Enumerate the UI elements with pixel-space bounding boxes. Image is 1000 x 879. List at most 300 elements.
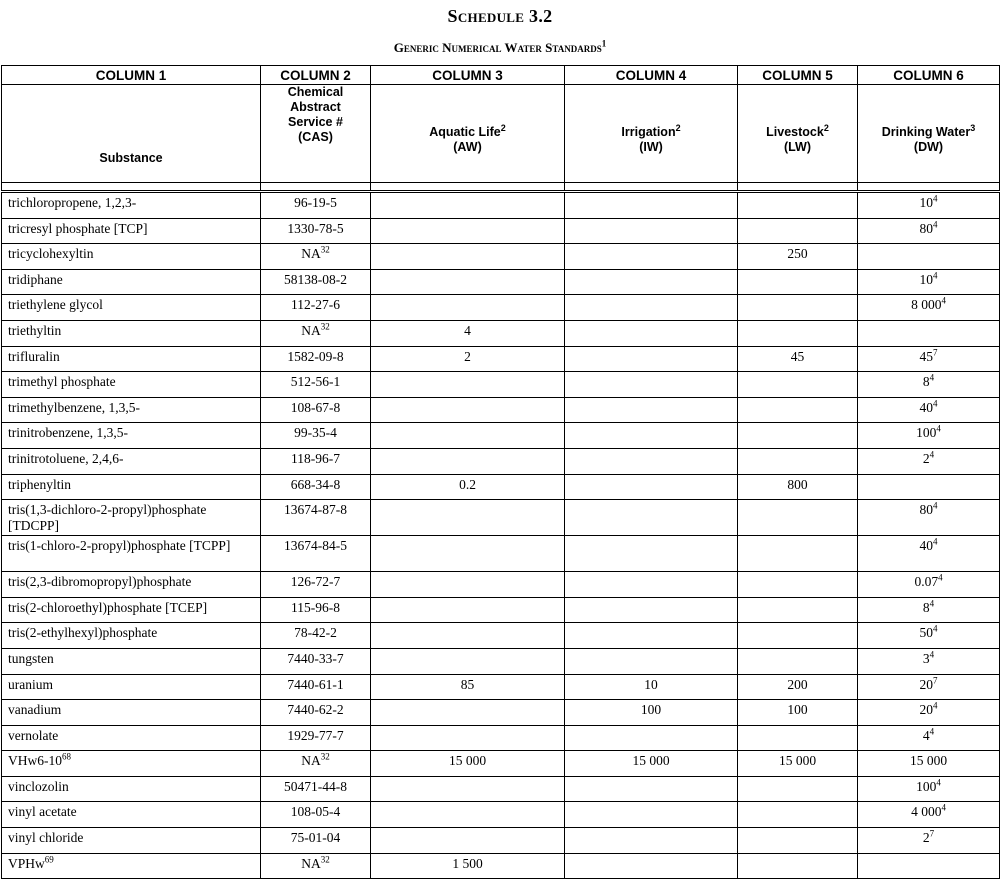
livestock-cell xyxy=(738,776,858,802)
cas-cell xyxy=(261,474,371,500)
cas-cell-value: 1582-09-8 xyxy=(287,348,344,364)
cas-cell-value: 115-96-8 xyxy=(291,599,340,615)
table-row xyxy=(2,674,1000,700)
irrigation-cell xyxy=(565,372,738,398)
substance-cell-value: trimethylbenzene, 1,3,5- xyxy=(8,399,140,415)
substance-cell xyxy=(2,218,261,244)
table-row xyxy=(2,320,1000,346)
cas-cell-value: 50471-44-8 xyxy=(284,778,347,794)
irrigation-cell xyxy=(565,500,738,536)
livestock-cell xyxy=(738,372,858,398)
drinking-water-cell-value: 8 000 xyxy=(911,297,942,313)
irrigation-cell xyxy=(565,828,738,854)
irrigation-cell xyxy=(565,776,738,802)
cas-cell xyxy=(261,372,371,398)
substance-cell xyxy=(2,751,261,777)
irrigation-cell xyxy=(565,218,738,244)
footnote-ref: 4 xyxy=(933,536,938,547)
column-4-header: COLUMN 4 xyxy=(565,66,738,85)
column-3-header: COLUMN 3 xyxy=(371,66,565,85)
schedule-title: Schedule 3.2 xyxy=(447,6,553,26)
substance-cell xyxy=(2,648,261,674)
substance-cell-value: tris(2-chloroethyl)phosphate [TCEP] xyxy=(8,599,208,615)
livestock-cell-value: 200 xyxy=(787,676,808,692)
footnote-ref: 7 xyxy=(933,347,938,358)
livestock-cell xyxy=(738,218,858,244)
drinking-water-cell xyxy=(858,536,1000,572)
drinking-water-cell xyxy=(858,192,1000,219)
substance-cell-value: trinitrotoluene, 2,4,6- xyxy=(8,450,124,466)
table-row xyxy=(2,700,1000,726)
drinking-water-cell-value: 80 xyxy=(919,502,933,518)
livestock-cell xyxy=(738,346,858,372)
drinking-water-cell xyxy=(858,674,1000,700)
livestock-cell xyxy=(738,192,858,219)
aquatic-life-cell xyxy=(371,500,565,536)
drinking-water-cell-value: 3 xyxy=(922,650,930,666)
substance-cell xyxy=(2,346,261,372)
substance-cell xyxy=(2,725,261,751)
irrigation-cell xyxy=(565,674,738,700)
aquatic-life-cell-value: 2 xyxy=(464,348,471,364)
drinking-water-cell xyxy=(858,295,1000,321)
cas-cell-value: 99-35-4 xyxy=(294,425,337,441)
table-row xyxy=(2,500,1000,536)
footnote-ref: 4 xyxy=(938,572,943,583)
livestock-cell xyxy=(738,500,858,536)
drinking-water-cell xyxy=(858,244,1000,270)
substance-cell xyxy=(2,853,261,879)
substance-cell xyxy=(2,700,261,726)
drinking-water-cell xyxy=(858,700,1000,726)
drinking-water-cell-value: 10 xyxy=(919,271,933,287)
livestock-cell xyxy=(738,597,858,623)
drinking-water-cell-value: 4 000 xyxy=(911,804,942,820)
irrigation-cell xyxy=(565,725,738,751)
livestock-cell xyxy=(738,828,858,854)
footnote-ref: 4 xyxy=(936,777,941,788)
substance-cell xyxy=(2,474,261,500)
drinking-water-cell-value: 8 xyxy=(922,374,930,390)
irrigation-cell xyxy=(565,397,738,423)
livestock-cell-value: 250 xyxy=(787,246,808,262)
aquatic-life-cell-value: 0.2 xyxy=(459,476,476,492)
cas-cell xyxy=(261,192,371,219)
aquatic-life-abbr: (AW) xyxy=(453,139,482,154)
cas-cell xyxy=(261,295,371,321)
aquatic-life-cell xyxy=(371,776,565,802)
aquatic-life-cell xyxy=(371,648,565,674)
cas-cell xyxy=(261,320,371,346)
cas-header-line: (CAS) xyxy=(298,130,333,144)
cas-cell-value: 108-05-4 xyxy=(290,804,341,820)
drinking-water-cell xyxy=(858,500,1000,536)
substance-cell xyxy=(2,536,261,572)
substance-cell-value: tricresyl phosphate [TCP] xyxy=(8,220,148,236)
table-row xyxy=(2,269,1000,295)
column-2-header: COLUMN 2 xyxy=(261,66,371,85)
cas-header-line: Chemical xyxy=(287,85,344,99)
table-row xyxy=(2,372,1000,398)
cas-cell-value: 118-96-7 xyxy=(291,450,340,466)
substance-cell-value: tridiphane xyxy=(8,271,63,287)
drinking-water-cell xyxy=(858,751,1000,777)
substance-cell-value: vinyl acetate xyxy=(8,804,77,820)
cas-cell-value: 78-42-2 xyxy=(294,625,337,641)
livestock-cell xyxy=(738,572,858,598)
cas-cell xyxy=(261,597,371,623)
drinking-water-cell xyxy=(858,474,1000,500)
aquatic-life-cell xyxy=(371,269,565,295)
footnote-ref: 4 xyxy=(933,193,938,204)
substance-cell xyxy=(2,597,261,623)
cas-cell-value: 108-67-8 xyxy=(290,399,341,415)
column-description-row xyxy=(2,85,1000,183)
livestock-cell xyxy=(738,751,858,777)
footnote-ref: 4 xyxy=(941,295,946,306)
drinking-water-cell-value: 0.07 xyxy=(914,574,939,590)
footnote-ref: 4 xyxy=(933,219,938,230)
irrigation-cell xyxy=(565,244,738,270)
cas-cell-value: 7440-33-7 xyxy=(287,650,344,666)
aquatic-life-cell xyxy=(371,244,565,270)
livestock-cell xyxy=(738,423,858,449)
substance-rows xyxy=(2,192,1000,879)
aquatic-life-cell xyxy=(371,536,565,572)
aquatic-life-cell-value: 1 500 xyxy=(452,855,483,871)
drinking-water-cell xyxy=(858,372,1000,398)
drinking-water-header xyxy=(858,85,1000,183)
table-row xyxy=(2,218,1000,244)
irrigation-cell xyxy=(565,295,738,321)
drinking-water-cell xyxy=(858,597,1000,623)
substance-cell-value: trimethyl phosphate xyxy=(8,374,116,390)
footnote-ref: 4 xyxy=(929,649,935,660)
drinking-water-footnote: 3 xyxy=(970,122,976,133)
substance-cell xyxy=(2,776,261,802)
footnote-ref: 4 xyxy=(933,700,938,711)
aquatic-life-cell xyxy=(371,828,565,854)
substance-cell-value: vanadium xyxy=(8,702,62,718)
livestock-cell xyxy=(738,244,858,270)
drinking-water-cell-value: 40 xyxy=(919,538,933,554)
substance-cell xyxy=(2,244,261,270)
irrigation-header xyxy=(565,85,738,183)
cas-cell-value: NA xyxy=(301,322,321,338)
table-row xyxy=(2,572,1000,598)
table-row xyxy=(2,346,1000,372)
cas-cell xyxy=(261,572,371,598)
table-row xyxy=(2,244,1000,270)
aquatic-life-cell xyxy=(371,623,565,649)
irrigation-cell xyxy=(565,751,738,777)
substance-cell xyxy=(2,572,261,598)
footnote-ref: 4 xyxy=(933,500,938,511)
cas-cell xyxy=(261,536,371,572)
aquatic-life-cell xyxy=(371,725,565,751)
drinking-water-cell-value: 8 xyxy=(922,599,930,615)
water-standards-table xyxy=(1,65,1000,879)
aquatic-life-cell xyxy=(371,751,565,777)
cas-cell xyxy=(261,218,371,244)
irrigation-cell xyxy=(565,192,738,219)
cas-cell-value: 512-56-1 xyxy=(290,374,341,390)
cas-cell-value: 13674-87-8 xyxy=(284,502,347,518)
aquatic-life-cell xyxy=(371,397,565,423)
cas-cell xyxy=(261,674,371,700)
substance-cell-value: vinyl chloride xyxy=(8,830,84,846)
aquatic-life-cell xyxy=(371,372,565,398)
drinking-water-cell-value: 100 xyxy=(916,425,937,441)
aquatic-life-cell-value: 15 000 xyxy=(448,753,487,769)
drinking-water-cell-value: 80 xyxy=(919,220,933,236)
cas-cell xyxy=(261,751,371,777)
subtitle-footnote: 1 xyxy=(601,38,607,49)
cas-cell-value: 75-01-04 xyxy=(290,830,341,846)
drinking-water-cell xyxy=(858,397,1000,423)
footnote-ref: 32 xyxy=(320,854,330,865)
footnote-ref: 4 xyxy=(929,372,935,383)
footnote-ref: 7 xyxy=(929,828,935,839)
drinking-water-cell xyxy=(858,218,1000,244)
table-row xyxy=(2,828,1000,854)
livestock-cell xyxy=(738,674,858,700)
footnote-ref: 4 xyxy=(936,423,941,434)
drinking-water-cell-value: 4 xyxy=(922,727,930,743)
livestock-cell xyxy=(738,295,858,321)
cas-cell-value: 668-34-8 xyxy=(290,476,341,492)
aquatic-life-cell xyxy=(371,346,565,372)
aquatic-life-cell-value: 4 xyxy=(464,322,471,338)
header-separator xyxy=(2,183,1000,192)
cas-cell-value: NA xyxy=(301,246,321,262)
livestock-cell xyxy=(738,448,858,474)
cas-cell xyxy=(261,776,371,802)
irrigation-cell xyxy=(565,474,738,500)
drinking-water-cell-value: 40 xyxy=(919,399,933,415)
drinking-water-cell-value: 20 xyxy=(919,676,933,692)
substance-header: Substance xyxy=(2,85,261,183)
substance-cell xyxy=(2,623,261,649)
irrigation-cell xyxy=(565,320,738,346)
table-subtitle xyxy=(0,40,1000,56)
table-row xyxy=(2,853,1000,879)
substance-cell xyxy=(2,295,261,321)
subtitle-text: Generic Numerical Water Standards xyxy=(393,40,602,55)
drinking-water-cell xyxy=(858,269,1000,295)
substance-cell-value: tricyclohexyltin xyxy=(8,246,94,262)
cas-cell-value: NA xyxy=(301,855,321,871)
aquatic-life-cell xyxy=(371,192,565,219)
livestock-cell xyxy=(738,648,858,674)
substance-cell xyxy=(2,500,261,536)
livestock-cell-value: 15 000 xyxy=(778,753,817,769)
substance-cell xyxy=(2,674,261,700)
substance-cell xyxy=(2,423,261,449)
drinking-water-cell xyxy=(858,572,1000,598)
drinking-water-cell-value: 2 xyxy=(922,830,930,846)
table-row xyxy=(2,423,1000,449)
irrigation-cell xyxy=(565,269,738,295)
drinking-water-cell xyxy=(858,648,1000,674)
footnote-ref: 68 xyxy=(62,751,71,762)
cas-cell-value: 1929-77-7 xyxy=(287,727,344,743)
substance-cell-value: trichloropropene, 1,2,3- xyxy=(8,195,137,210)
footnote-ref: 32 xyxy=(320,321,330,332)
table-row xyxy=(2,474,1000,500)
substance-cell-value: triethyltin xyxy=(8,322,62,338)
cas-cell-value: 13674-84-5 xyxy=(284,538,347,554)
column-6-header: COLUMN 6 xyxy=(858,66,1000,85)
substance-cell-value: trinitrobenzene, 1,3,5- xyxy=(8,425,128,441)
livestock-cell xyxy=(738,269,858,295)
substance-cell-value: vinclozolin xyxy=(8,778,69,794)
table-row xyxy=(2,295,1000,321)
substance-cell xyxy=(2,448,261,474)
column-number-row xyxy=(2,66,1000,85)
cas-cell xyxy=(261,244,371,270)
substance-cell xyxy=(2,269,261,295)
irrigation-cell xyxy=(565,700,738,726)
cas-cell xyxy=(261,700,371,726)
substance-cell xyxy=(2,320,261,346)
livestock-footnote: 2 xyxy=(823,122,829,133)
substance-cell xyxy=(2,372,261,398)
substance-cell-value: triethylene glycol xyxy=(8,297,103,313)
aquatic-life-cell xyxy=(371,423,565,449)
cas-cell xyxy=(261,500,371,536)
drinking-water-cell xyxy=(858,346,1000,372)
irrigation-cell-value: 15 000 xyxy=(632,753,670,769)
footnote-ref: 4 xyxy=(929,726,935,737)
substance-cell xyxy=(2,828,261,854)
cas-cell xyxy=(261,623,371,649)
footnote-ref: 4 xyxy=(933,270,938,281)
drinking-water-cell xyxy=(858,725,1000,751)
footnote-ref: 32 xyxy=(320,244,330,255)
cas-cell xyxy=(261,397,371,423)
drinking-water-cell-value: 2 xyxy=(922,450,930,466)
substance-cell-value: tris(2-ethylhexyl)phosphate xyxy=(8,625,158,641)
aquatic-life-cell xyxy=(371,853,565,879)
cas-cell-value: 112-27-6 xyxy=(291,297,340,313)
footnote-ref: 32 xyxy=(320,751,330,762)
irrigation-cell xyxy=(565,623,738,649)
aquatic-life-header xyxy=(371,85,565,183)
substance-cell-value: triphenyltin xyxy=(8,476,71,492)
footnote-ref: 4 xyxy=(933,398,938,409)
irrigation-cell xyxy=(565,572,738,598)
footnote-ref: 7 xyxy=(933,675,938,685)
table-row xyxy=(2,751,1000,777)
drinking-water-cell-value: 50 xyxy=(919,625,933,641)
livestock-cell xyxy=(738,623,858,649)
drinking-water-cell-value: 45 xyxy=(919,348,933,364)
cas-cell-value: 58138-08-2 xyxy=(284,271,347,287)
irrigation-cell xyxy=(565,448,738,474)
irrigation-cell-value: 100 xyxy=(640,702,662,718)
livestock-cell xyxy=(738,536,858,572)
footnote-ref: 4 xyxy=(941,802,946,813)
irrigation-cell xyxy=(565,423,738,449)
livestock-header xyxy=(738,85,858,183)
livestock-cell xyxy=(738,700,858,726)
livestock-cell-value: 100 xyxy=(787,702,808,718)
irrigation-footnote: 2 xyxy=(675,122,681,133)
substance-cell-value: vernolate xyxy=(8,727,59,743)
drinking-water-cell xyxy=(858,423,1000,449)
substance-cell-value: tungsten xyxy=(8,650,54,666)
footnote-ref: 4 xyxy=(929,598,935,609)
aquatic-life-cell xyxy=(371,320,565,346)
aquatic-life-cell xyxy=(371,700,565,726)
cas-cell xyxy=(261,853,371,879)
drinking-water-cell xyxy=(858,448,1000,474)
aquatic-life-cell xyxy=(371,597,565,623)
livestock-cell-value: 45 xyxy=(790,348,805,364)
table-row xyxy=(2,597,1000,623)
livestock-label: Livestock xyxy=(766,124,824,139)
substance-cell-value: tris(1,3-dichloro-2-propyl)phosphate [TDCPP] xyxy=(8,502,207,534)
livestock-cell xyxy=(738,397,858,423)
table-row xyxy=(2,448,1000,474)
drinking-water-cell xyxy=(858,828,1000,854)
livestock-cell xyxy=(738,320,858,346)
table-row xyxy=(2,192,1000,219)
footnote-ref: 4 xyxy=(929,449,935,460)
substance-cell-value: VHw6-10 xyxy=(8,753,62,769)
table-row xyxy=(2,776,1000,802)
cas-header xyxy=(261,85,371,183)
drinking-water-cell xyxy=(858,853,1000,879)
cas-cell-value: 96-19-5 xyxy=(294,195,337,210)
irrigation-label: Irrigation xyxy=(621,124,676,139)
cas-cell-value: 7440-61-1 xyxy=(287,676,344,692)
cas-cell xyxy=(261,648,371,674)
irrigation-cell xyxy=(565,536,738,572)
livestock-cell xyxy=(738,853,858,879)
substance-cell-value: trifluralin xyxy=(8,348,60,364)
irrigation-abbr: (IW) xyxy=(639,139,663,154)
substance-cell xyxy=(2,397,261,423)
cas-cell xyxy=(261,448,371,474)
irrigation-cell xyxy=(565,597,738,623)
drinking-water-cell xyxy=(858,320,1000,346)
table-row xyxy=(2,648,1000,674)
drinking-water-cell-value: 100 xyxy=(916,778,937,794)
table-row xyxy=(2,397,1000,423)
irrigation-cell xyxy=(565,853,738,879)
irrigation-cell-value: 10 xyxy=(644,676,658,692)
irrigation-cell xyxy=(565,346,738,372)
cas-header-line: Service # xyxy=(288,115,343,129)
aquatic-life-cell xyxy=(371,295,565,321)
drinking-water-label: Drinking Water xyxy=(881,124,971,139)
footnote-ref: 4 xyxy=(933,623,938,634)
table-row xyxy=(2,725,1000,751)
cas-cell-value: 1330-78-5 xyxy=(287,220,344,236)
aquatic-life-cell xyxy=(371,572,565,598)
cas-cell xyxy=(261,269,371,295)
livestock-cell xyxy=(738,725,858,751)
drinking-water-cell-value: 10 xyxy=(919,195,933,210)
substance-cell-value: tris(2,3-dibromopropyl)phosphate xyxy=(8,574,192,590)
aquatic-life-cell xyxy=(371,218,565,244)
drinking-water-cell-value: 15 000 xyxy=(909,753,948,769)
table-row xyxy=(2,536,1000,572)
cas-cell-value: NA xyxy=(301,753,321,769)
substance-cell-value: tris(1-chloro-2-propyl)phosphate [TCPP] xyxy=(8,538,231,554)
